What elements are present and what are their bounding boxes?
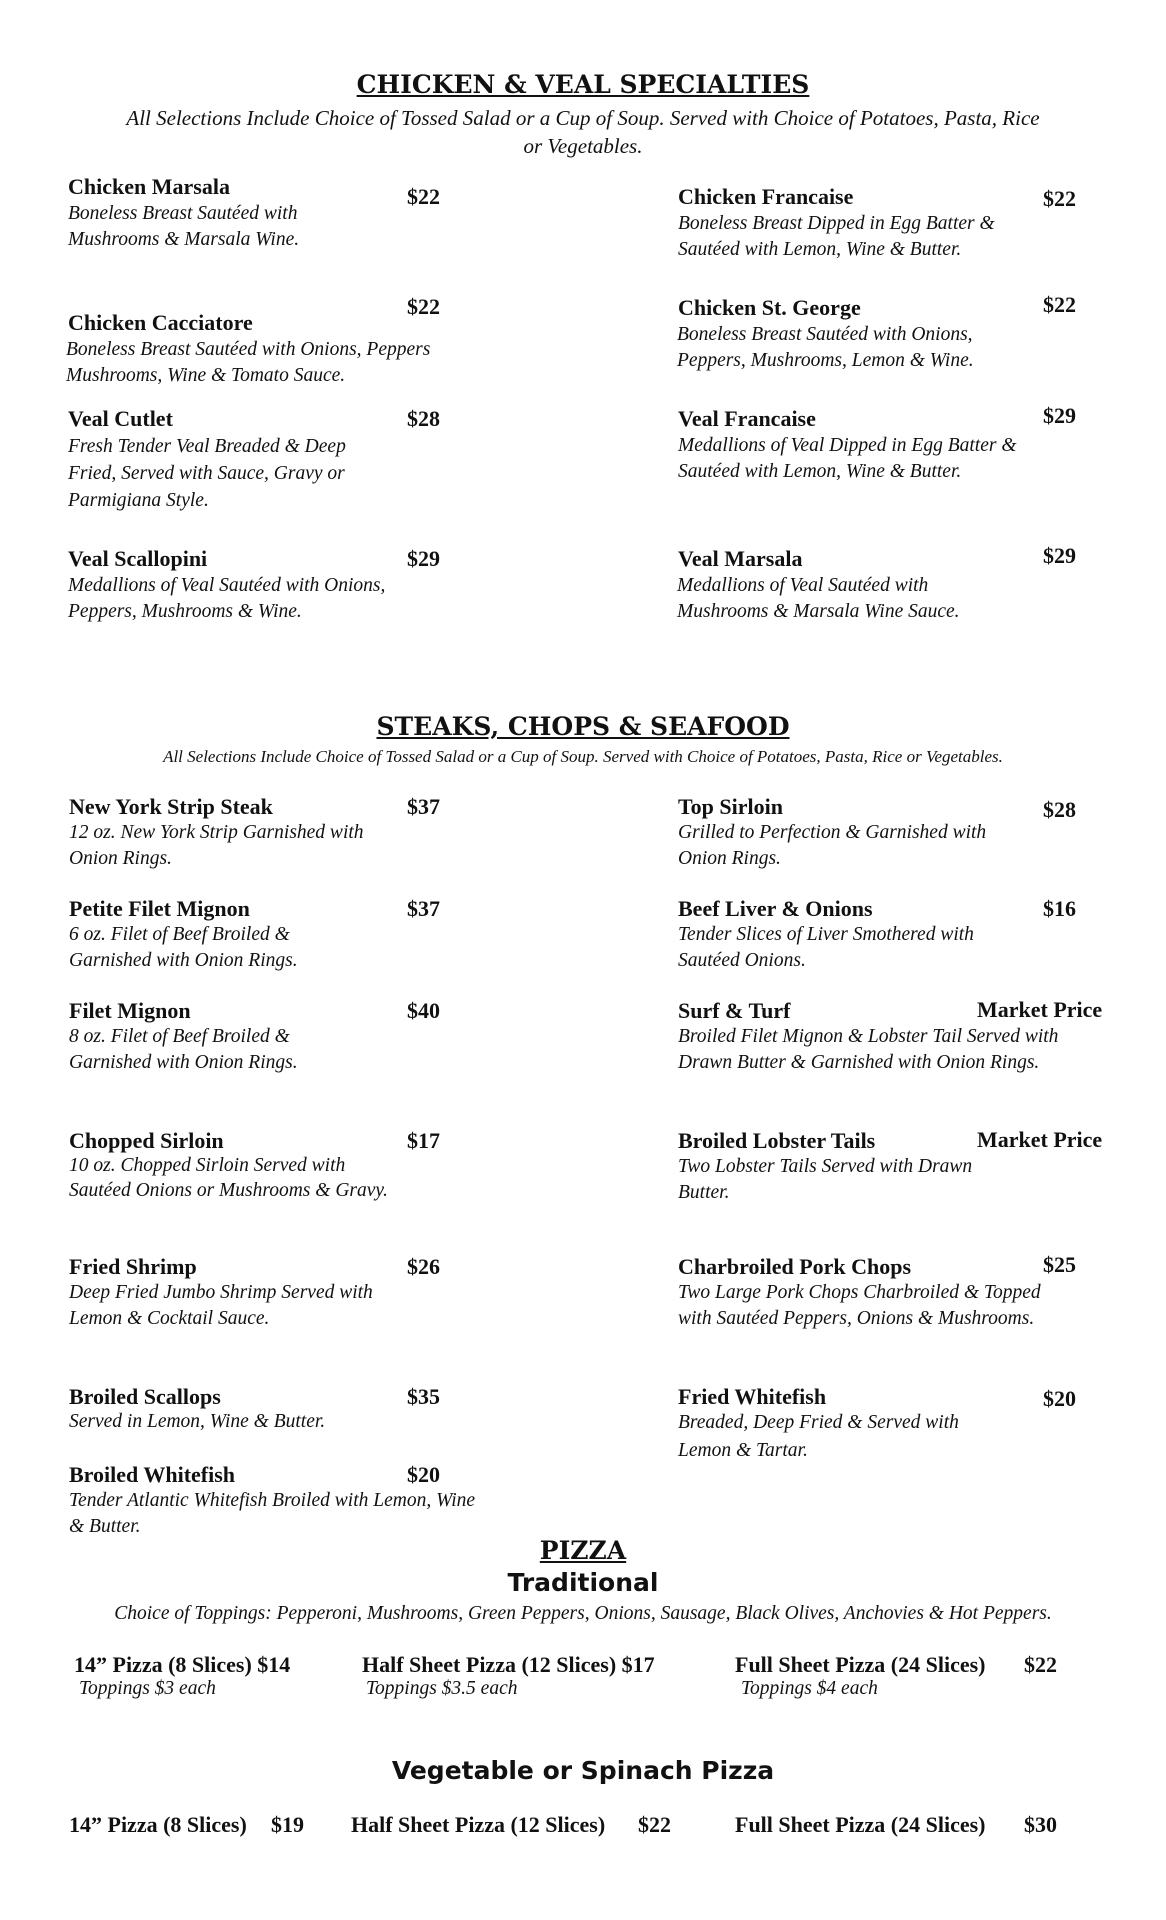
item-name: Chicken Francaise [678, 184, 854, 209]
pizza-price-full-sheet: $22 [1024, 1652, 1057, 1677]
item-name: Filet Mignon [69, 998, 191, 1023]
item-name: Fried Whitefish [678, 1384, 827, 1409]
item-name: Broiled Scallops [69, 1384, 221, 1409]
item-price: $22 [407, 294, 440, 319]
item-name: Surf & Turf [678, 998, 791, 1023]
section-note-steaks: All Selections Include Choice of Tossed Salad or a Cup of Soup. Served with Choice of Potatoes, Pasta, Rice or Vegetables. [163, 747, 1003, 766]
item-name: New York Strip Steak [69, 794, 273, 819]
item-price: $40 [407, 998, 440, 1023]
section-title-pizza: PIZZA [539, 1536, 627, 1565]
item-desc: Boneless Breast Sautéed with Mushrooms & Marsala Wine. [68, 203, 300, 250]
item-price: $17 [407, 1128, 440, 1153]
section-title-steaks: STEAKS, CHOPS & SEAFOOD [376, 712, 790, 741]
item-price: Market Price [977, 997, 1103, 1022]
pizza-size-half-sheet: Half Sheet Pizza (12 Slices) $17 [362, 1652, 655, 1677]
veg-pizza-price-full-sheet: $30 [1024, 1812, 1057, 1837]
item-desc: Medallions of Veal Sautéed with Onions, Peppers, Mushrooms & Wine. [68, 575, 386, 622]
item-name: Broiled Whitefish [69, 1462, 236, 1487]
item-desc: Breaded, Deep Fried & Served with Lemon & Tartar. [678, 1412, 959, 1461]
pizza-toppings-half-sheet: Toppings $3.5 each [366, 1678, 518, 1699]
pizza-size-14: 14” Pizza (8 Slices) $14 [74, 1652, 291, 1677]
item-desc: Medallions of Veal Sautéed with Mushrooms & Marsala Wine Sauce. [677, 575, 960, 622]
pizza-toppings-full-sheet: Toppings $4 each [741, 1678, 878, 1699]
veg-pizza-size-half-sheet: Half Sheet Pizza (12 Slices) [351, 1812, 606, 1837]
item-name: Chicken Marsala [68, 174, 230, 199]
toppings-note: Choice of Toppings: Pepperoni, Mushrooms, Green Peppers, Onions, Sausage, Black Olives, Anchovies & Hot Peppers. [114, 1603, 1052, 1624]
item-desc: Boneless Breast Dipped in Egg Batter & Sautéed with Lemon, Wine & Butter. [678, 213, 995, 260]
item-name: Veal Cutlet [68, 406, 173, 431]
veg-pizza-size-14: 14” Pizza (8 Slices) [69, 1812, 247, 1837]
note-line: or Vegetables. [523, 134, 643, 158]
item-desc: Deep Fried Jumbo Shrimp Served with Lemon & Cocktail Sauce. [69, 1282, 373, 1329]
item-desc: 10 oz. Chopped Sirloin Served with Sautéed Onions or Mushrooms & Gravy. [69, 1155, 388, 1201]
item-desc: 6 oz. Filet of Beef Broiled & Garnished with Onion Rings. [69, 924, 298, 971]
item-name: Chopped Sirloin [69, 1128, 224, 1153]
item-desc: Two Large Pork Chops Charbroiled & Topped with Sautéed Peppers, Onions & Mushrooms. [678, 1282, 1041, 1329]
item-price: $29 [407, 546, 440, 571]
item-price: $22 [1043, 292, 1076, 317]
item-name: Petite Filet Mignon [69, 896, 250, 921]
item-name: Veal Marsala [678, 546, 803, 571]
pizza-toppings-14: Toppings $3 each [79, 1678, 216, 1699]
item-desc: 12 oz. New York Strip Garnished with Onion Rings. [69, 822, 364, 869]
item-desc: Boneless Breast Sautéed with Onions, Peppers, Mushrooms, Lemon & Wine. [677, 324, 974, 371]
item-desc: Medallions of Veal Dipped in Egg Batter & Sautéed with Lemon, Wine & Butter. [678, 435, 1017, 482]
item-name: Chicken Cacciatore [68, 310, 253, 335]
pizza-size-full-sheet: Full Sheet Pizza (24 Slices) [735, 1652, 986, 1677]
item-name: Veal Francaise [678, 406, 816, 431]
item-name: Charbroiled Pork Chops [678, 1254, 912, 1279]
veg-pizza-size-full-sheet: Full Sheet Pizza (24 Slices) [735, 1812, 986, 1837]
item-desc: Broiled Filet Mignon & Lobster Tail Served with Drawn Butter & Garnished with Onion Rings. [678, 1026, 1059, 1073]
item-desc: Tender Atlantic Whitefish Broiled with Lemon, Wine & Butter. [69, 1490, 476, 1537]
item-name: Chicken St. George [678, 295, 861, 320]
item-price: $22 [1043, 186, 1076, 211]
item-name: Fried Shrimp [69, 1254, 197, 1279]
subsection-title-vegetable: Vegetable or Spinach Pizza [391, 1756, 775, 1785]
item-name: Beef Liver & Onions [678, 896, 873, 921]
item-desc: Served in Lemon, Wine & Butter. [69, 1411, 326, 1432]
item-price: $25 [1043, 1252, 1076, 1277]
section-title-chicken-veal: CHICKEN & VEAL SPECIALTIES [356, 70, 810, 99]
item-name: Veal Scallopini [68, 546, 208, 571]
item-desc: Boneless Breast Sautéed with Onions, Peppers Mushrooms, Wine & Tomato Sauce. [66, 339, 431, 386]
item-price: $35 [407, 1384, 440, 1409]
item-price: $37 [407, 794, 440, 819]
item-price: Market Price [977, 1127, 1103, 1152]
item-name: Top Sirloin [678, 794, 783, 819]
section-note-chicken-veal [60, 104, 1106, 160]
item-desc: Two Lobster Tails Served with Drawn Butter. [678, 1156, 973, 1203]
item-price: $20 [407, 1462, 440, 1487]
item-price: $28 [1043, 797, 1076, 822]
veg-pizza-price-half-sheet: $22 [638, 1812, 671, 1837]
item-name: Broiled Lobster Tails [678, 1128, 876, 1153]
item-price: $29 [1043, 543, 1076, 568]
item-price: $22 [407, 184, 440, 209]
item-price: $20 [1043, 1386, 1076, 1411]
item-desc: Tender Slices of Liver Smothered with Sautéed Onions. [678, 924, 974, 971]
item-price: $37 [407, 896, 440, 921]
item-price: $16 [1043, 896, 1076, 921]
item-desc: Grilled to Perfection & Garnished with Onion Rings. [678, 822, 987, 869]
item-price: $26 [407, 1254, 440, 1279]
subsection-title-traditional: Traditional [507, 1568, 659, 1597]
item-desc: 8 oz. Filet of Beef Broiled & Garnished with Onion Rings. [69, 1026, 298, 1073]
veg-pizza-price-14: $19 [271, 1812, 304, 1837]
item-price: $28 [407, 406, 440, 431]
note-line: All Selections Include Choice of Tossed Salad or a Cup of Soup. Served with Choice of Potatoes, Pasta, Rice [126, 106, 1040, 130]
item-desc: Fresh Tender Veal Breaded & Deep Fried, Served with Sauce, Gravy or Parmigiana Style. [68, 436, 346, 511]
item-price: $29 [1043, 403, 1076, 428]
